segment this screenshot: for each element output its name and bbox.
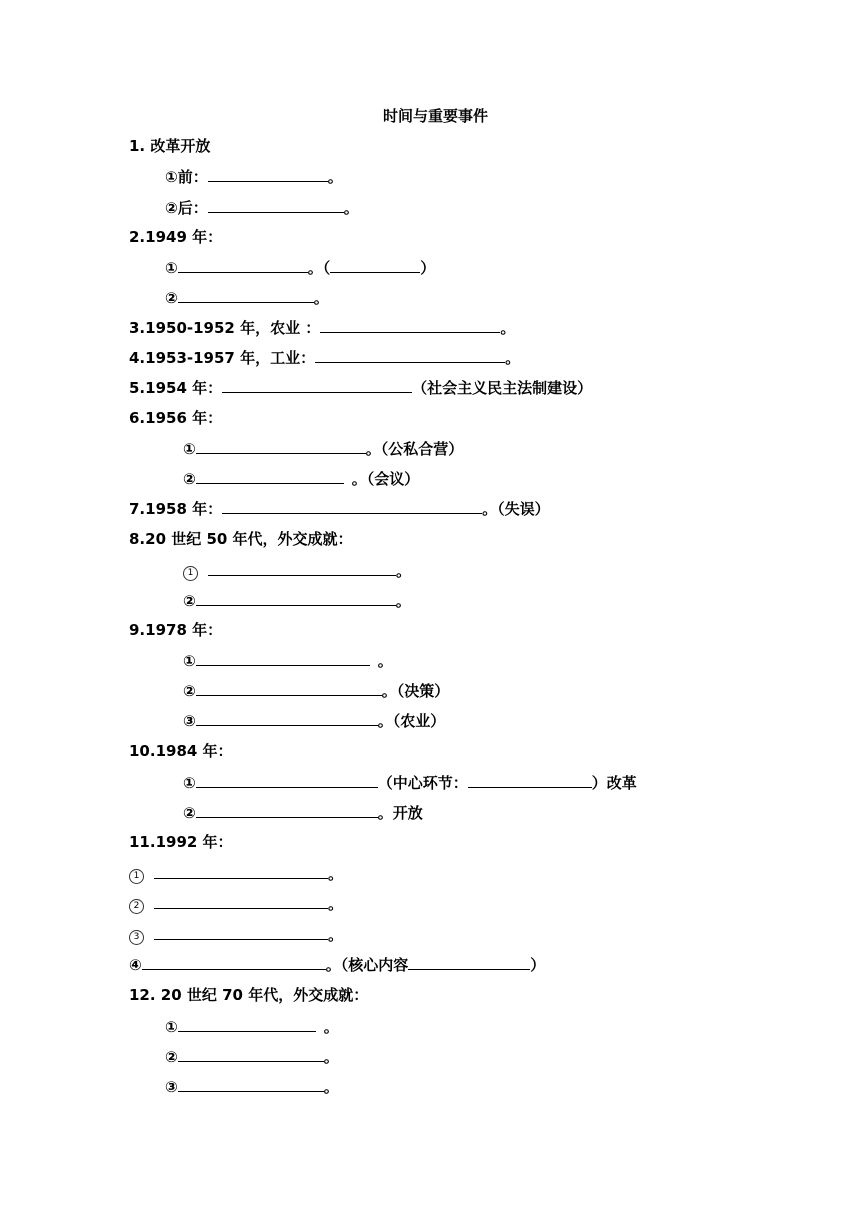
heading-3: 3.1950-1952 年，农业 ： 。 (129, 319, 516, 337)
answer-blank[interactable] (196, 590, 396, 606)
item-1-1: ①前： 。 (165, 168, 343, 186)
item-11-1: 1 。 (129, 863, 343, 883)
answer-blank[interactable] (196, 438, 366, 454)
item-8-2: ② 。 (183, 592, 411, 610)
answer-blank[interactable] (178, 257, 308, 273)
item-11-3: 3 。 (129, 924, 343, 944)
item-2-1: ① 。（ ） (165, 259, 436, 277)
answer-blank[interactable] (178, 1016, 316, 1032)
answer-blank[interactable] (320, 317, 500, 333)
answer-blank[interactable] (142, 954, 326, 970)
heading-5: 5.1954 年： （社会主义民主法制建设） (129, 379, 593, 397)
item-10-1: ① （中心环节： ）改革 (183, 774, 637, 792)
page-title: 时间与重要事件 (383, 107, 489, 125)
heading-6: 6.1956 年： (129, 409, 223, 427)
answer-blank[interactable] (196, 710, 378, 726)
item-9-1: ① 。 (183, 652, 393, 670)
heading-4: 4.1953-1957 年，工业： 。 (129, 349, 521, 367)
heading-1: 1. 改革开放 (129, 137, 211, 155)
item-9-3: ③ 。（农业） (183, 712, 446, 730)
answer-blank[interactable] (178, 1046, 324, 1062)
answer-blank[interactable] (196, 680, 382, 696)
heading-12: 12. 20 世纪 70 年代，外交成就： (129, 986, 369, 1004)
item-12-2: ② 。 (165, 1048, 339, 1066)
heading-9: 9.1978 年： (129, 621, 223, 639)
answer-blank[interactable] (468, 772, 592, 788)
item-12-3: ③ 。 (165, 1078, 339, 1096)
item-6-2: ② 。（会议） (183, 470, 420, 488)
answer-blank[interactable] (208, 166, 328, 182)
answer-blank[interactable] (196, 650, 370, 666)
item-2-2: ② 。 (165, 289, 329, 307)
answer-blank[interactable] (178, 1076, 324, 1092)
item-1-2: ②后： 。 (165, 199, 359, 217)
item-9-2: ② 。（决策） (183, 682, 450, 700)
item-12-1: ① 。 (165, 1018, 339, 1036)
answer-blank[interactable] (315, 347, 505, 363)
answer-blank[interactable] (196, 802, 378, 818)
answer-blank[interactable] (196, 468, 344, 484)
answer-blank[interactable] (208, 560, 396, 576)
answer-blank[interactable] (408, 954, 530, 970)
answer-blank[interactable] (222, 377, 412, 393)
heading-10: 10.1984 年： (129, 742, 233, 760)
heading-11: 11.1992 年： (129, 833, 233, 851)
item-10-2: ② 。开放 (183, 804, 423, 822)
answer-blank[interactable] (330, 257, 420, 273)
answer-blank[interactable] (222, 498, 482, 514)
answer-blank[interactable] (196, 772, 378, 788)
item-11-4: ④ 。（核心内容 ） (129, 956, 546, 974)
answer-blank[interactable] (154, 863, 328, 879)
heading-8: 8.20 世纪 50 年代，外交成就： (129, 530, 353, 548)
answer-blank[interactable] (178, 287, 314, 303)
item-11-2: 2 。 (129, 893, 343, 913)
item-6-1: ① 。（公私合营） (183, 440, 464, 458)
heading-7: 7.1958 年： 。（失误） (129, 500, 550, 518)
item-8-1: 1 。 (183, 560, 411, 580)
answer-blank[interactable] (208, 197, 344, 213)
heading-2: 2.1949 年： (129, 228, 223, 246)
answer-blank[interactable] (154, 893, 328, 909)
answer-blank[interactable] (154, 924, 328, 940)
